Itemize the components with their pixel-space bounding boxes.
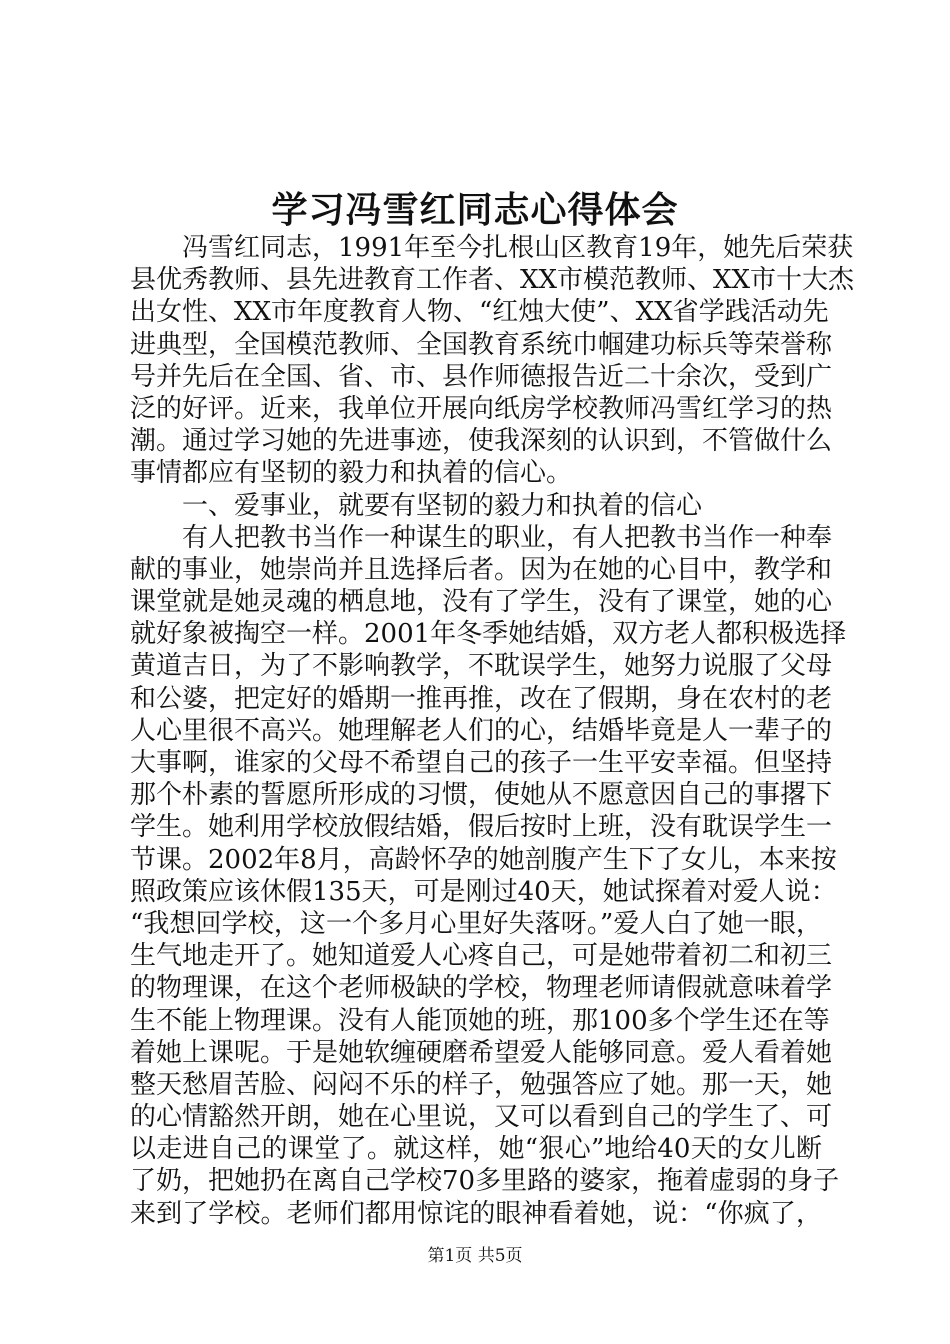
paragraph-line: 冯雪红同志，1991年至今扎根山区教育19年，她先后荣获 xyxy=(182,233,854,263)
paragraph-line: 大事啊，谁家的父母不希望自己的孩子一生平安幸福。但坚持 xyxy=(130,748,833,778)
paragraph-line: 来到了学校。老师们都用惊诧的眼神看着她，说：“你疯了， xyxy=(130,1198,822,1229)
paragraph-line: 学生。她利用学校放假结婚，假后按时上班，没有耽误学生一 xyxy=(130,812,833,843)
paragraph-line: 有人把教书当作一种谋生的职业，有人把教书当作一种奉 xyxy=(182,522,833,553)
paragraph-line: 献的事业，她崇尚并且选择后者。因为在她的心目中，教学和 xyxy=(130,554,833,585)
paragraph-line: 黄道吉日，为了不影响教学，不耽误学生，她努力说服了父母 xyxy=(130,651,833,682)
paragraph-line: 泛的好评。近来，我单位开展向纸房学校教师冯雪红学习的热 xyxy=(130,393,833,424)
paragraph-line: 和公婆，把定好的婚期一推再推，改在了假期，身在农村的老 xyxy=(130,683,833,714)
paragraph-line: 人心里很不高兴。她理解老人们的心，结婚毕竟是人一辈子的 xyxy=(130,715,833,746)
paragraph-line: 以走进自己的课堂了。就这样，她“狠心”地给40天的女儿断 xyxy=(130,1134,822,1165)
paragraph-line: 事情都应有坚韧的毅力和执着的信心。 xyxy=(130,458,573,489)
paragraph-line: 就好象被掏空一样。2001年冬季她结婚，双方老人都积极选择 xyxy=(130,619,847,650)
paragraph-line: 照政策应该休假135天，可是刚过40天，她试探着对爱人说： xyxy=(130,876,837,907)
paragraph-line: 的物理课，在这个老师极缺的学校，物理老师请假就意味着学 xyxy=(130,973,833,1004)
paragraph-line: 了奶，把她扔在离自己学校70多里路的婆家，拖着虚弱的身子 xyxy=(130,1166,840,1197)
paragraph-line: 着她上课呢。于是她软缠硬磨希望爱人能够同意。爱人看着她 xyxy=(130,1037,833,1068)
document-title: 学习冯雪红同志心得体会 xyxy=(271,189,679,231)
paragraph-line: 生气地走开了。她知道爱人心疼自己，可是她带着初二和初三 xyxy=(130,941,833,972)
section-heading: 一、爱事业，就要有坚韧的毅力和执着的信心 xyxy=(182,490,703,521)
paragraph-line: “我想回学校，这一个多月心里好失落呀。”爱人白了她一眼， xyxy=(130,908,822,939)
paragraph-line: 号并先后在全国、省、市、县作师德报告近二十余次，受到广 xyxy=(130,361,833,392)
paragraph-line: 那个朴素的誓愿所形成的习惯，使她从不愿意因自己的事撂下 xyxy=(130,780,833,811)
document-body xyxy=(130,232,855,1230)
paragraph-line: 节课。2002年8月，高龄怀孕的她剖腹产生下了女儿，本来按 xyxy=(130,844,837,875)
paragraph-line: 出女性、XX市年度教育人物、“红烛大使”、XX省学践活动先 xyxy=(130,297,829,328)
paragraph-line: 县优秀教师、县先进教育工作者、XX市模范教师、XX市十大杰 xyxy=(130,265,855,296)
paragraph-line: 进典型，全国模范教师、全国教育系统巾帼建功标兵等荣誉称 xyxy=(130,329,833,360)
paragraph-line: 生不能上物理课。没有人能顶她的班，那100多个学生还在等 xyxy=(130,1005,830,1036)
paragraph-line: 整天愁眉苦脸、闷闷不乐的样子，勉强答应了她。那一天，她 xyxy=(130,1069,833,1100)
paragraph-line: 潮。通过学习她的先进事迹，使我深刻的认识到，不管做什么 xyxy=(130,426,833,457)
paragraph-line: 的心情豁然开朗，她在心里说，又可以看到自己的学生了、可 xyxy=(130,1102,833,1133)
page-footer: 第1页 共5页 xyxy=(427,1246,523,1266)
paragraph-line: 课堂就是她灵魂的栖息地，没有了学生，没有了课堂，她的心 xyxy=(130,587,833,618)
